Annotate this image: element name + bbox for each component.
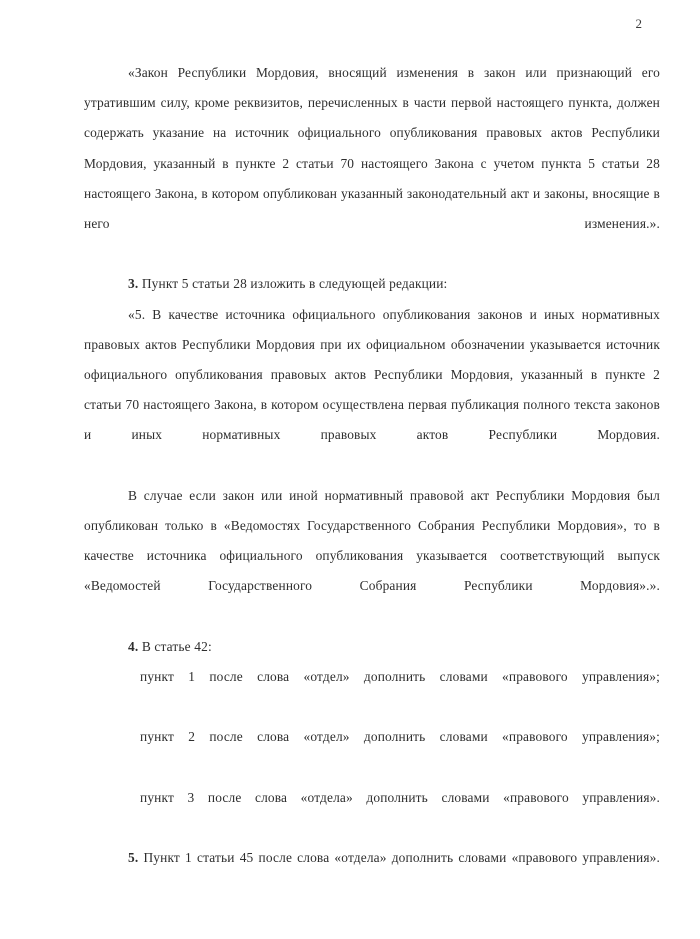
paragraph [84,58,660,269]
paragraph-text: пункт 3 после слова «отдела» дополнить словами «правового управления». [140,789,660,805]
page-number: 2 [635,16,642,31]
paragraph-number: 3. [128,276,139,292]
paragraph-number: 4. [128,638,139,654]
paragraph-text: В случае если закон или иной нормативный правовой акт Республики Мордовия был опубликован только в «Ведомостях Государственного Собрания Республики Мордовия», то в качестве источника официального опубликования указывается соответствующий выпуск «Ведомостей Государственного Собрания Республики Мордовия».». [84,487,660,594]
paragraph-text: В статье 42: [141,638,212,654]
paragraph-text: пункт 2 после слова «отдел» дополнить словами «правового управления»; [140,729,660,745]
document-body [84,58,660,904]
paragraph [84,269,660,299]
paragraph-number: 5. [128,850,139,866]
paragraph-text: «5. В качестве источника официального опубликования законов и иных нормативных правовых актов Республики Мордовия при их официальном обозначении указывается источник официального опубликования правовых актов Республики Мордовия, указанный в пункте 2 статьи 70 настоящего Закона, в котором осуществлена первая публикация полного текста законов и иных нормативных правовых актов Республики Мордовия. [84,306,660,443]
paragraph [84,722,660,782]
paragraph [84,481,660,632]
paragraph [84,783,660,843]
paragraph [84,662,660,722]
paragraph [84,843,660,903]
paragraph-text: Пункт 5 статьи 28 изложить в следующей редакции: [141,276,448,292]
paragraph-text: Пункт 1 статьи 45 после слова «отдела» дополнить словами «правового управления». [143,850,661,866]
paragraph-text: «Закон Республики Мордовия, вносящий изменения в закон или признающий его утратившим силу, кроме реквизитов, перечисленных в части первой настоящего пункта, должен содержать указание на источник официального опубликования правовых актов Республики Мордовия, указанный в пункте 2 статьи 70 настоящего Закона с учетом пункта 5 статьи 28 настоящего Закона, в котором опубликован указанный законодательный акт и законы, вносящие в него изменения.». [84,65,660,232]
paragraph [84,300,660,481]
paragraph-text: пункт 1 после слова «отдел» дополнить словами «правового управления»; [140,669,660,685]
paragraph [84,632,660,662]
